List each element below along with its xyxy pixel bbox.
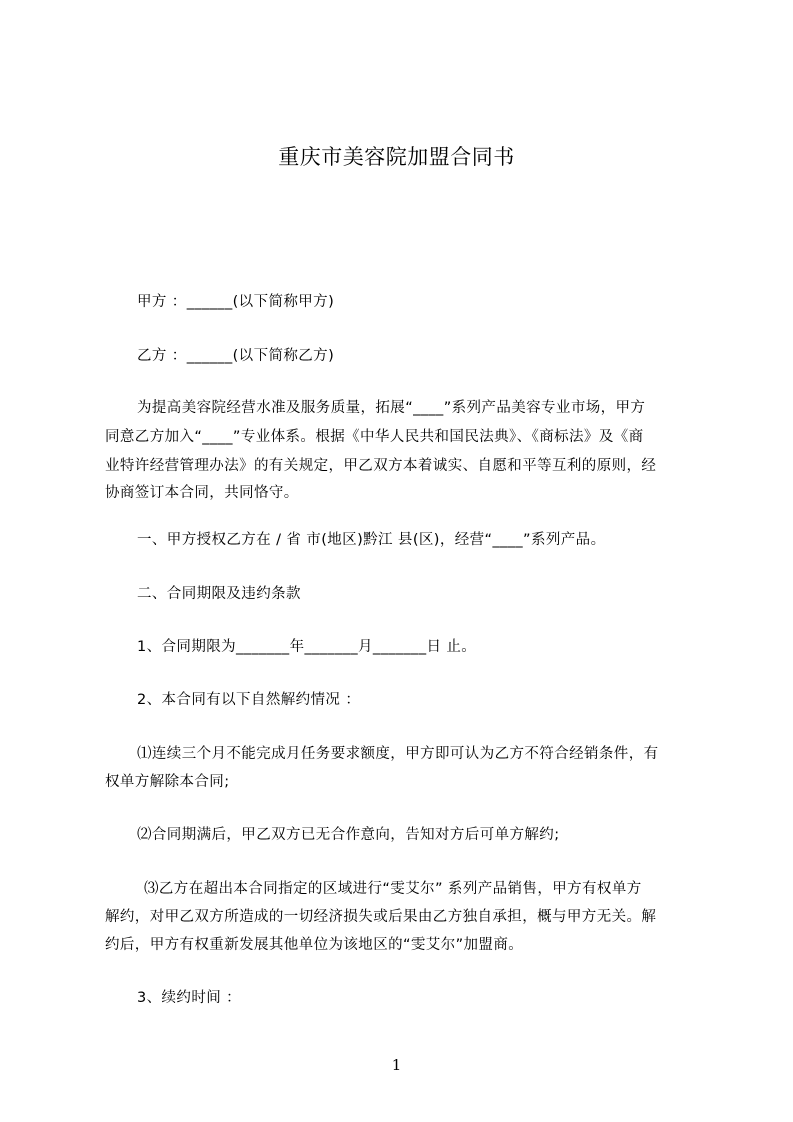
item-2-termination: 2、本合同有以下自然解约情况 ： [137,692,361,708]
sub-item-2: ⑵合同期满后，甲乙双方已无合作意向，告知对方后可单方解约; [137,827,560,843]
party-a-line: 甲方 ：______(以下简称甲方) [137,294,335,310]
document-title: 重庆市美容院加盟合同书 [278,145,515,169]
sub-item-1-line-2: 权单方解除本合同; [105,774,230,790]
intro-line-4: 协商签订本合同，共同恪守。 [105,485,299,501]
party-b-line: 乙方 ：______(以下简称乙方) [137,348,335,364]
clause-1: 一、甲方授权乙方在 / 省 市(地区)黔江 县(区)，经营“____”系列产品。 [137,532,606,548]
item-1-term: 1、合同期限为_______年_______月_______日 止。 [137,639,477,655]
intro-line-3: 业特许经营管理办法》的有关规定，甲乙双方本着诚实、自愿和平等互利的原则，经 [105,458,657,474]
intro-line-2: 同意乙方加入“____”专业体系。根据《中华人民共和国民法典》、《商标法》及《商 [105,429,644,445]
page-number: 1 [391,1056,402,1074]
intro-line-1: 为提高美容院经营水准及服务质量，拓展“____”系列产品美容专业市场，甲方 [137,400,646,416]
sub-item-1-line-1: ⑴连续三个月不能完成月任务要求额度，甲方即可认为乙方不符合经销条件，有 [137,746,659,762]
sub-item-3-line-1: ⑶乙方在超出本合同指定的区域进行“雯艾尔” 系列产品销售，甲方有权单方 [144,881,642,897]
sub-item-3-line-3: 约后，甲方有权重新发展其他单位为该地区的“雯艾尔”加盟商。 [105,937,524,953]
clause-2-heading: 二、合同期限及违约条款 [137,586,301,602]
sub-item-3-line-2: 解约，对甲乙双方所造成的一切经济损失或后果由乙方独自承担，概与甲方无关。解 [105,909,657,925]
item-3-renewal: 3、续约时间 ： [137,990,242,1006]
